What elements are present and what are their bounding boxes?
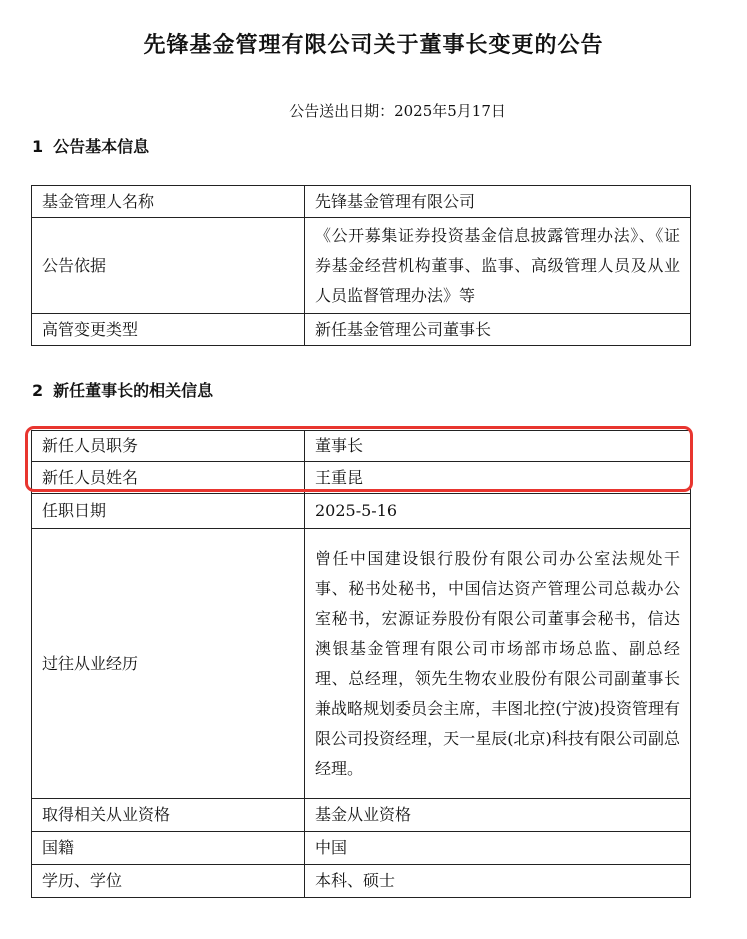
row-value: 新任基金管理公司董事长 <box>305 314 691 346</box>
section-1-number: 1 <box>32 137 44 156</box>
row-value: 董事长 <box>305 431 691 462</box>
row-key: 学历、学位 <box>32 865 305 898</box>
section-2-heading <box>32 378 213 401</box>
section-2-number: 2 <box>32 381 44 400</box>
row-value: 本科、硕士 <box>305 865 691 898</box>
section-1-heading <box>32 134 149 157</box>
row-value: 先锋基金管理有限公司 <box>305 186 691 218</box>
row-value: 中国 <box>305 832 691 865</box>
row-value: 曾任中国建设银行股份有限公司办公室法规处干事、秘书处秘书，中国信达资产管理公司总裁办公室秘书，宏源证券股份有限公司董事会秘书，信达澳银基金管理有限公司市场部市场总监、副总经理、总经理，领先生物农业股份有限公司副董事长兼战略规划委员会主席，丰图北控(宁波)投资管理有限公司投资经理，天一星辰(北京)科技有限公司副总经理。 <box>305 529 691 799</box>
row-value: 2025-5-16 <box>305 494 691 529</box>
table-row <box>32 865 691 898</box>
row-value: 王重昆 <box>305 462 691 494</box>
row-value: 基金从业资格 <box>305 799 691 832</box>
announcement-date: 公告送出日期：2025年5月17日 <box>289 102 506 120</box>
table-row <box>32 314 691 346</box>
table-row <box>32 186 691 218</box>
row-key: 国籍 <box>32 832 305 865</box>
row-key: 高管变更类型 <box>32 314 305 346</box>
basic-info-table <box>31 185 691 346</box>
section-1-title: 公告基本信息 <box>53 137 150 156</box>
row-key: 新任人员职务 <box>32 431 305 462</box>
row-value: 《公开募集证券投资基金信息披露管理办法》、《证券基金经营机构董事、监事、高级管理人员及从业人员监督管理办法》等 <box>305 218 691 314</box>
table-row <box>32 799 691 832</box>
row-key: 基金管理人名称 <box>32 186 305 218</box>
table-row <box>32 462 691 494</box>
chairman-info-table <box>31 430 691 898</box>
row-key: 新任人员姓名 <box>32 462 305 494</box>
table-row <box>32 832 691 865</box>
row-key: 取得相关从业资格 <box>32 799 305 832</box>
table-row <box>32 494 691 529</box>
row-key: 过往从业经历 <box>32 529 305 799</box>
row-key: 任职日期 <box>32 494 305 529</box>
table-row <box>32 218 691 314</box>
section-2-title: 新任董事长的相关信息 <box>53 381 214 400</box>
table-row <box>32 529 691 799</box>
table-row <box>32 431 691 462</box>
announcement-title: 先锋基金管理有限公司关于董事长变更的公告 <box>143 33 604 58</box>
row-key: 公告依据 <box>32 218 305 314</box>
